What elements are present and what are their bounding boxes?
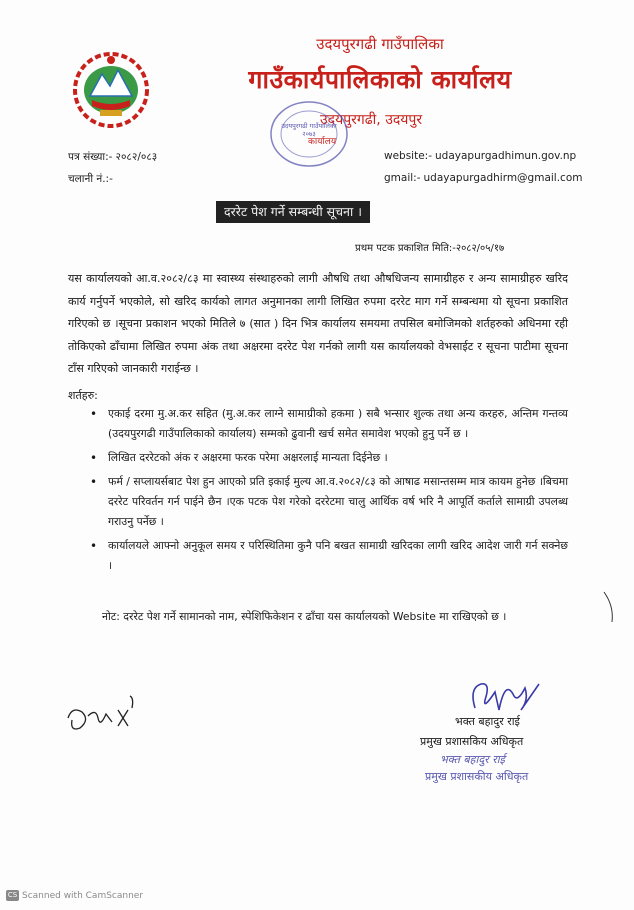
- conditions-list: [90, 404, 568, 580]
- camscanner-icon: CS: [7, 891, 18, 899]
- reference-number: [68, 150, 157, 164]
- condition-text: लिखित दररेटको अंक र अक्षरमा फरक परेमा अक्षरलाई मान्यता दिईनेछ ।: [108, 451, 388, 464]
- condition-text: फर्म / सप्लायर्सबाट पेश हुन आएको प्रति इकाई मुल्य आ.व.२०८२/८३ को आषाढ मसान्तसम्म मात्र कायम हुनेछ ।बिचमा दररेट परिवर्तन गर्न पाईने छैन ।एक पटक पेश गरेको दररेटमा चालु आर्थिक वर्ष भरि नै आपूर्ति कर्ताले सामाग्री उपलब्ध गराउनु पर्नेछ ।: [108, 475, 568, 528]
- gmail-line: [384, 172, 582, 184]
- condition-item: [90, 404, 568, 444]
- camscanner-footer: [6, 890, 143, 901]
- bullet-icon: •: [90, 475, 98, 489]
- office-address: उदयपुरगढी, उदयपुर: [320, 112, 423, 128]
- condition-item: [90, 448, 568, 468]
- dispatch-number: [68, 172, 116, 186]
- seal-name: भक्त बहादुर राई: [440, 753, 505, 766]
- reference-value: २०८२/०८३: [115, 151, 158, 163]
- condition-item: [90, 472, 568, 532]
- publish-date: प्रथम पटक प्रकाशित मिति:-२०८२/०५/१७: [355, 243, 505, 254]
- website-label: website:-: [384, 150, 433, 162]
- nepal-emblem-logo: [70, 48, 152, 130]
- notice-body: यस कार्यालयको आ.व.२०८२/८३ मा स्वास्थ्य संस्थाहरुको लागी औषधि तथा औषधिजन्य सामाग्रीहरु र अन्य सामाग्रीहरु खरिद कार्य गर्नुपर्ने भएकोले, सो खरिद कार्यको लागत अनुमानका लागी लिखित रुपमा दररेट माग गर्ने सम्बन्धमा यो सूचना प्रकाशित गरिएको छ ।सूचना प्रकाशन भएको मितिले ७ (सात ) दिन भित्र कार्यालय समयमा तपसिल बमोजिमको शर्तहरुको अधिनमा रही तोकिएको ढाँचामा लिखित रुपमा अंक तथा अक्षरमा दररेट पेश गर्नको लागी यस कार्यालयको वेभसाईट र सूचना पाटीमा सूचना टाँस गरिएको जानकारी गराईन्छ ।: [68, 272, 568, 375]
- website-note: नोट: दररेट पेश गर्ने सामानको नाम, स्पेशिफिकेशन र ढाँचा यस कार्यालयको Website मा राखिएको छ ।: [102, 610, 507, 623]
- seal-role: प्रमुख प्रशासकीय अधिकृत: [425, 770, 529, 783]
- bullet-icon: •: [90, 451, 98, 465]
- signer-role: प्रमुख प्रशासकिय अधिकृत: [420, 735, 524, 748]
- municipality-name: उदयपुरगढी गाउँपालिका: [316, 35, 444, 53]
- notice-title: दररेट पेश गर्ने सम्बन्धी सूचना ।: [216, 201, 370, 223]
- signer-name: भक्त बहादुर राई: [455, 715, 520, 728]
- condition-text: एकाई दरमा मु.अ.कर सहित (मु.अ.कर लाग्ने सामाग्रीको हकमा ) सबै भन्सार शुल्क तथा अन्य करहरु, अन्तिम गन्तव्य (उदयपुरगढी गाउँपालिकाको कार्यालय) सम्मको ढुवानी खर्च समेत समावेश भएको हुनु पर्ने छ ।: [108, 407, 568, 440]
- dispatch-label: चलानी नं.:-: [68, 173, 113, 185]
- signature-scribble: [455, 670, 545, 720]
- bullet-icon: •: [90, 407, 98, 421]
- conditions-heading: शर्तहरु:: [68, 389, 98, 402]
- gmail-label: gmail:-: [384, 172, 421, 184]
- footer-text: Scanned with CamScanner: [22, 891, 144, 901]
- bullet-icon: •: [90, 539, 98, 553]
- gmail-link[interactable]: udayapurgadhirm@gmail.com: [423, 172, 583, 184]
- stamp-text: उदयपुरगढी गाउँपालिका २०७३: [281, 122, 337, 138]
- initials-scribble: [62, 688, 142, 738]
- stamp-office-text: कार्यालय: [308, 137, 337, 147]
- office-title: गाउँकार्यपालिकाको कार्यालय: [248, 65, 512, 94]
- reference-label: पत्र संख्या:-: [68, 151, 113, 163]
- office-stamp: [268, 98, 350, 170]
- condition-text: कार्यालयले आफ्नो अनुकूल समय र परिस्थितिमा कुनै पनि बखत सामाग्री खरिदका लागी खरिद आदेश जारी गर्न सक्नेछ ।: [108, 539, 568, 572]
- condition-item: [90, 536, 568, 576]
- website-line: [384, 150, 576, 162]
- website-link[interactable]: udayapurgadhimun.gov.np: [435, 150, 577, 162]
- edge-mark: [600, 590, 620, 624]
